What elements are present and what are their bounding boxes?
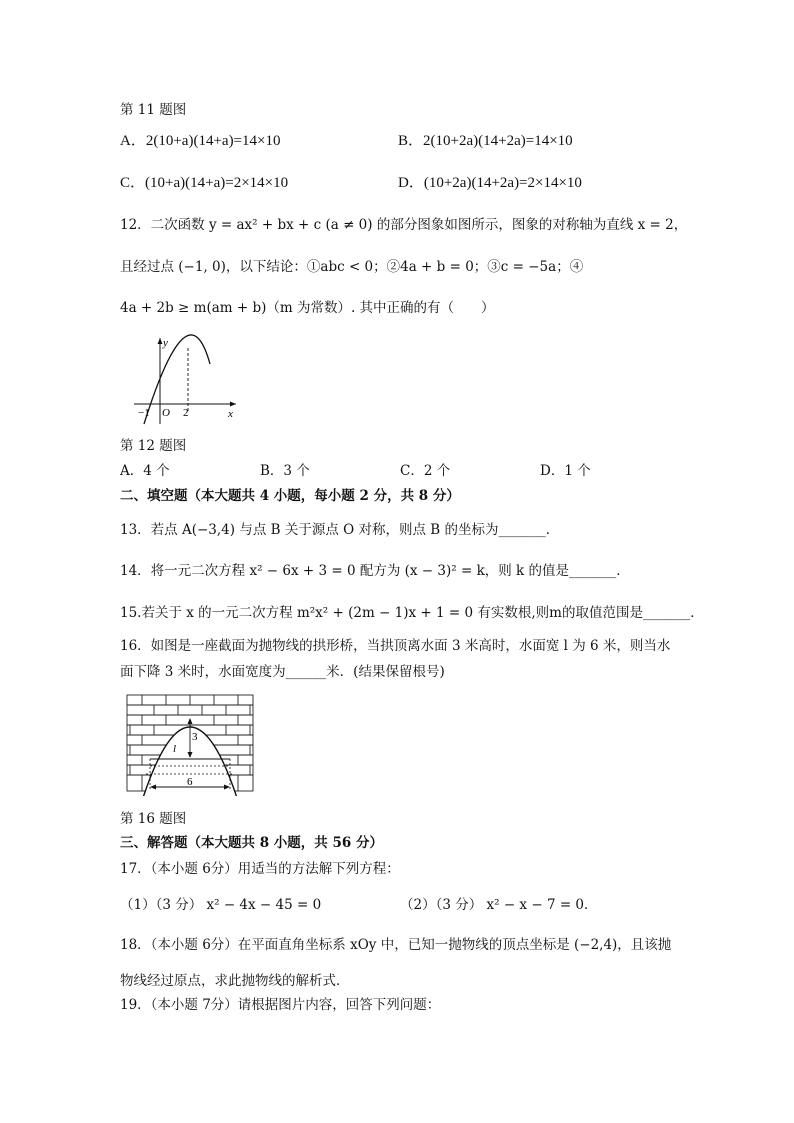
q15-text: 15.若关于 x 的一元二次方程 m²x² + (2m − 1)x + 1 = 0 有实数根,则m的取值范围是_______． xyxy=(120,605,704,621)
q16-arch-bridge-figure xyxy=(126,694,256,796)
y-axis-label: y xyxy=(163,337,168,349)
q16-stem-line1: 16．如图是一座截面为抛物线的拱形桥，当拱顶离水面 3 米高时，水面宽 l 为 6 米，则当水 xyxy=(120,638,671,654)
q12-caption: 第 12 题图 xyxy=(120,438,187,454)
section3-title: 三、解答题（本大题共 8 小题，共 56 分） xyxy=(120,835,383,851)
q17-part2: （2）（3 分） x² − x − 7 = 0． xyxy=(400,897,598,913)
q11-option-a[interactable] xyxy=(120,132,280,150)
q12-option-b[interactable]: B．3 个 xyxy=(260,463,310,479)
option-expr: 2(10+2a)(14+2a)=14×10 xyxy=(423,133,573,149)
neg-one-label: −1 xyxy=(138,407,150,419)
option-letter: D． xyxy=(398,175,424,191)
option-expr: (10+a)(14+a)=2×14×10 xyxy=(145,175,289,191)
q12-option-a[interactable]: A．4 个 xyxy=(120,463,170,479)
option-letter: C． xyxy=(120,175,146,191)
q12-stem-line2: 且经过点 (−1, 0)，以下结论：①abc < 0；②4a + b = 0；③c = −5a；④ xyxy=(120,259,584,275)
q18-stem-line1: 18．（本小题 6分）在平面直角坐标系 xOy 中，已知一抛物线的顶点坐标是 (−2,4)，且该抛 xyxy=(120,937,672,953)
option-expr: (10+2a)(14+2a)=2×14×10 xyxy=(423,175,582,191)
q16-stem-line2: 面下降 3 米时，水面宽度为______米．(结果保留根号) xyxy=(120,664,445,680)
q13-text: 13．若点 A(−3,4) 与点 B 关于源点 O 对称，则点 B 的坐标为_______． xyxy=(120,522,560,538)
q12-stem-line3: 4a + 2b ≥ m(am + b)（m 为常数）. 其中正确的有（ ） xyxy=(120,300,495,316)
q17-text: 17．（本小题 6分）用适当的方法解下列方程： xyxy=(120,861,400,877)
y-axis-arrow xyxy=(158,338,163,344)
q18-stem-line2: 物线经过原点，求此抛物线的解析式． xyxy=(120,973,350,989)
height-label: 3 xyxy=(192,731,198,743)
option-letter: A． xyxy=(120,133,146,149)
q19-text: 19．（本小题 7分）请根据图片内容，回答下列问题： xyxy=(120,997,441,1013)
x-axis-arrow xyxy=(230,402,236,407)
q12-option-d[interactable]: D．1 个 xyxy=(540,463,591,479)
two-label: 2 xyxy=(183,407,189,419)
q11-caption: 第 11 题图 xyxy=(120,102,187,118)
q11-option-b[interactable] xyxy=(398,132,573,150)
parabola-curve xyxy=(144,335,210,424)
q11-option-c[interactable] xyxy=(120,174,288,192)
q12-parabola-graph xyxy=(130,334,240,426)
height-arrowhead-top xyxy=(188,718,193,724)
option-letter: B． xyxy=(398,133,424,149)
option-expr: 2(10+a)(14+a)=14×10 xyxy=(145,133,281,149)
q11-option-d[interactable] xyxy=(398,174,582,192)
q12-stem-line1: 12．二次函数 y = ax² + bx + c (a ≠ 0) 的部分图象如图所示，图象的对称轴为直线 x = 2， xyxy=(120,217,688,233)
width-label: 6 xyxy=(187,776,193,788)
q17-part1: （1）（3 分） x² − 4x − 45 = 0 xyxy=(120,897,322,913)
x-axis-label: x xyxy=(228,408,233,420)
origin-label: O xyxy=(162,407,170,419)
q12-option-c[interactable]: C．2 个 xyxy=(400,463,451,479)
q16-caption: 第 16 题图 xyxy=(120,811,187,827)
section2-title: 二、填空题（本大题共 4 小题，每小题 2 分，共 8 分） xyxy=(120,488,460,504)
l-label: l xyxy=(173,743,177,755)
q14-text: 14．将一元二次方程 x² − 6x + 3 = 0 配方为 (x − 3)² = k，则 k 的值是_______． xyxy=(120,563,630,579)
